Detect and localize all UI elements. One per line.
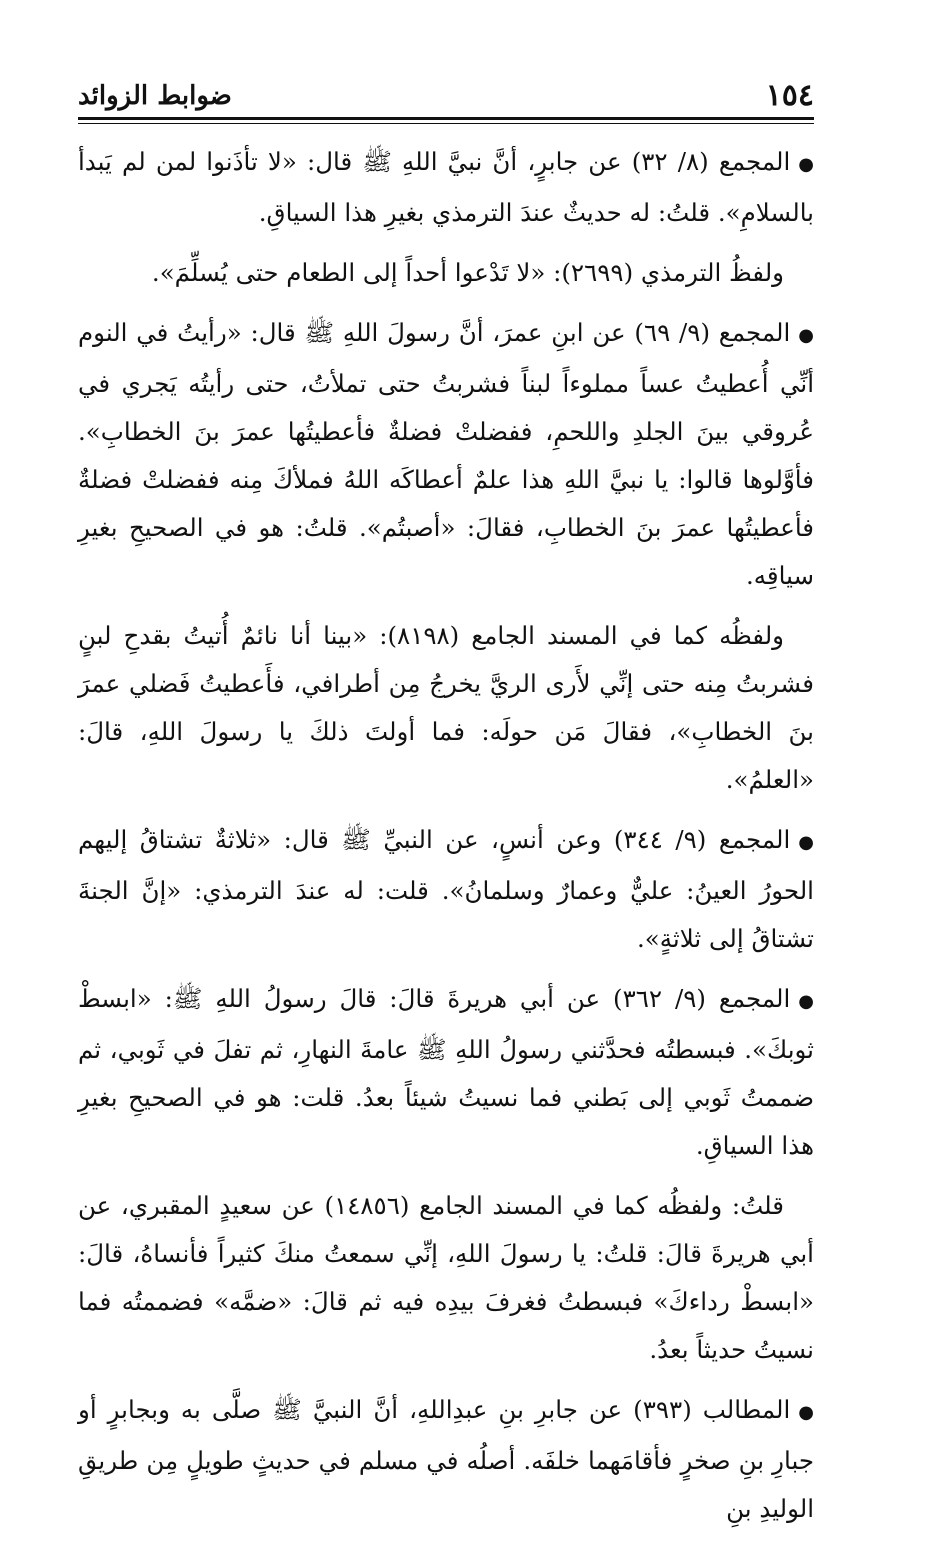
paragraph-tirmidhi-2699 (78, 249, 814, 297)
bullet-icon: ● (798, 325, 814, 346)
header-rule-thin (78, 123, 814, 124)
paragraph-text: المجمع (٩/ ٦٩) عن ابنِ عمرَ، أنَّ رسولَ اللهِ ﷺ قال: «رأيتُ في النوم أنِّي أُعطيتُ عساً مملوءاً لبناً فشربتُ حتى تملأتُ، حتى رأيتُه يَجري في عُروقي بينَ الجلدِ واللحمِ، ففضلتْ فضلةٌ فأعطيتُها عمرَ بنَ الخطابِ». فأوَّلوها قالوا: يا نبيَّ اللهِ هذا علمٌ أعطاكَه اللهُ فملأكَ مِنه ففضلتْ فضلةٌ فأعطيتُها عمرَ بنَ الخطابِ، فقالَ: «أصبتُم». قلتُ: هو في الصحيحِ بغيرِ سياقِه. (78, 318, 814, 590)
paragraph-text: المجمع (٨/ ٣٢) عن جابرٍ، أنَّ نبيَّ اللهِ ﷺ قال: «لا تأذَنوا لمن لم يَبدأ بالسلامِ». قلتُ: له حديثٌ عندَ الترمذي بغيرِ هذا السياقِ. (78, 147, 814, 227)
paragraph-musnad-8198 (78, 612, 814, 804)
paragraph-majma-9-69 (78, 309, 814, 600)
page-body (78, 138, 814, 1545)
running-title: ضوابط الزوائد (78, 81, 232, 111)
bullet-icon: ● (798, 154, 814, 175)
bullet-icon: ● (798, 991, 814, 1012)
paragraph-matalib-393 (78, 1386, 814, 1533)
page-number: ١٥٤ (765, 78, 814, 113)
paragraph-musnad-14856 (78, 1182, 814, 1374)
paragraph-text: قلتُ: ولفظُه كما في المسند الجامع (١٤٨٥٦) عن سعيدٍ المقبري، عن أبي هريرةَ قالَ: قلتُ: يا رسولَ اللهِ، إنِّي سمعتُ منكَ كثيراً فأنساهُ، قالَ: «ابسطْ رداءكَ» فبسطتُ فغرفَ بيدِه فيه ثم قالَ: «ضمَّه» فضممتُه فما نسيتُ حديثاً بعدُ. (78, 1191, 814, 1364)
paragraph-text: المطالب (٣٩٣) عن جابرِ بنِ عبدِاللهِ، أنَّ النبيَّ ﷺ صلَّى به وبجابرٍ أو جبارِ بنِ صخرٍ فأقامَهما خلفَه. أصلُه في مسلم في حديثٍ طويلٍ مِن طريقِ الوليدِ بنِ (78, 1395, 814, 1523)
paragraph-text: المجمع (٩/ ٣٤٤) وعن أنسٍ، عن النبيِّ ﷺ قال: «ثلاثةٌ تشتاقُ إليهم الحورُ العينُ: عليٌّ وعمارٌ وسلمانُ». قلت: له عندَ الترمذي: «إنَّ الجنةَ تشتاقُ إلى ثلاثةٍ». (78, 825, 814, 953)
paragraph-majma-8-32 (78, 138, 814, 237)
bullet-icon: ● (798, 1402, 814, 1423)
page-header (78, 78, 814, 118)
paragraph-majma-9-344 (78, 816, 814, 963)
bullet-icon: ● (798, 832, 814, 853)
header-rule-thick (78, 117, 814, 120)
paragraph-text: المجمع (٩/ ٣٦٢) عن أبي هريرةَ قالَ: قالَ رسولُ اللهِ ﷺ: «ابسطْ ثوبكَ». فبسطتُه فحدَّثني رسولُ اللهِ ﷺ عامةَ النهارِ، ثم تفلَ في ثَوبي، ثم ضممتُ ثَوبي إلى بَطني فما نسيتُ شيئاً بعدُ. قلت: هو في الصحيحِ بغيرِ هذا السياقِ. (78, 984, 814, 1160)
paragraph-text: ولفظُه كما في المسند الجامع (٨١٩٨): «بينا أنا نائمٌ أُتيتُ بقدحِ لبنٍ فشربتُ مِنه حتى إنِّي لأَرى الريَّ يخرجُ مِن أطرافي، فأَعطيتُ فَضلي عمرَ بنَ الخطابِ»، فقالَ مَن حولَه: فما أولتَ ذلكَ يا رسولَ اللهِ، قالَ: «العلمُ». (78, 621, 814, 794)
paragraph-text: ولفظُ الترمذي (٢٦٩٩): «لا تَدْعوا أحداً إلى الطعام حتى يُسلِّمَ». (151, 258, 784, 287)
paragraph-majma-9-362 (78, 975, 814, 1170)
